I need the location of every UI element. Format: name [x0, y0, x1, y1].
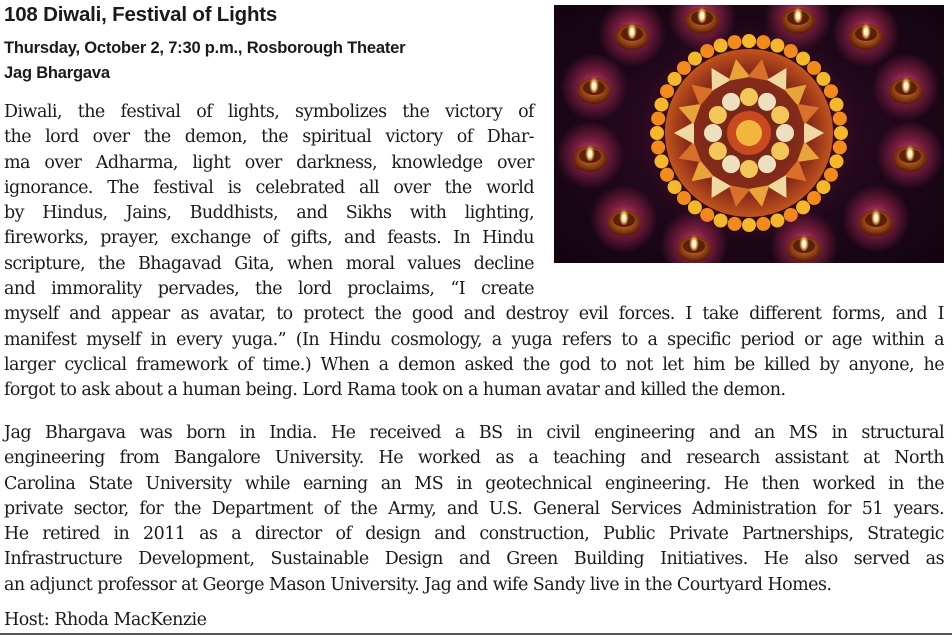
marigold-flower	[816, 72, 830, 86]
text-line: by Hindus, Jains, Buddhists, and Sikhs with lighting,	[4, 203, 534, 224]
text-line: and immorality pervades, the lord proclaims, “I create	[4, 279, 534, 300]
text-line: fireworks, prayer, exchange of gifts, and feasts. In Hindu	[4, 228, 534, 249]
marigold-flower	[688, 52, 702, 66]
marigold-flower	[728, 35, 742, 49]
event-description	[4, 100, 944, 404]
text-line: scripture, the Bhagavad Gita, when moral values decline	[4, 253, 534, 274]
marigold-flower	[677, 61, 691, 75]
text-line: engineering from Bangalore University. He worked as a teaching and research assistant at North	[4, 448, 944, 469]
marigold-flower	[660, 84, 674, 98]
diya-flame	[901, 75, 911, 93]
text-line: the lord over the demon, the spiritual victory of Dhar-	[4, 127, 534, 148]
text-line: He retired in 2011 as a director of design and construction, Public Private Partnerships, Strategic	[4, 524, 944, 545]
event-title: 108 Diwali, Festival of Lights	[4, 3, 278, 26]
marigold-flower	[756, 35, 770, 49]
text-line: Jag Bhargava was born in India. He received a BS in civil engineering and an MS in structural	[4, 423, 944, 443]
diya-flame	[697, 5, 707, 23]
text-line: Infrastructure Development, Sustainable Design and Green Building Initiatives. He also served as	[4, 549, 944, 570]
text-line: forgot to ask about a human being. Lord Rama took on a human avatar and killed the demon.	[4, 380, 786, 401]
diya-flame	[861, 21, 871, 39]
text-line: an adjunct professor at George Mason University. Jag and wife Sandy live in the Courtyard Homes.	[4, 574, 832, 595]
diya-flame	[793, 5, 803, 23]
marigold-flower	[796, 52, 810, 66]
event-presenter: Jag Bhargava	[4, 64, 110, 82]
text-line: Diwali, the festival of lights, symbolizes the victory of	[4, 102, 534, 122]
marigold-flower	[824, 84, 838, 98]
diya-flame	[627, 21, 637, 39]
diya-flame	[589, 75, 599, 93]
text-line: manifest myself in every yuga.” (In Hindu cosmology, a yuga refers to a specific period or age within a	[4, 329, 944, 350]
presenter-bio	[4, 421, 944, 598]
text-line: ignorance. The festival is celebrated all over the world	[4, 177, 534, 198]
text-line: private sector, for the Department of the Army, and U.S. General Services Administration for 51 years.	[4, 498, 944, 519]
host-credit: Host: Rhoda MacKenzie	[4, 610, 207, 630]
text-line: larger cyclical framework of time.) When a demon asked the god to not let him be killed by anyone, he	[4, 354, 944, 375]
text-line: ma over Adharma, light over darkness, knowledge over	[4, 152, 534, 173]
text-line: myself and appear as avatar, to protect the good and destroy evil forces. I take different forms, and I	[4, 304, 944, 325]
text-line: Carolina State University while earning an MS in geotechnical engineering. He then worked in the	[4, 473, 944, 494]
marigold-flower	[668, 72, 682, 86]
event-date-time-location: Thursday, October 2, 7:30 p.m., Rosborough Theater	[4, 39, 406, 57]
marigold-flower	[742, 34, 756, 48]
marigold-flower	[807, 61, 821, 75]
